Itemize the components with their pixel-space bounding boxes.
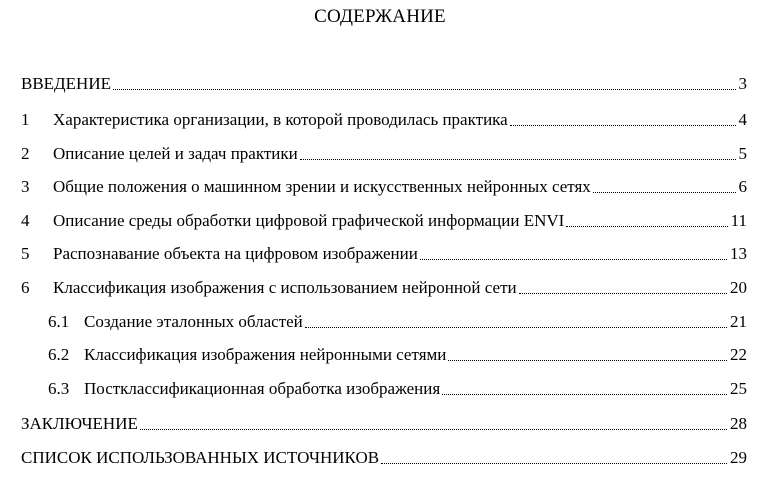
dot-leader	[420, 258, 727, 260]
toc-entry-page: 13	[730, 244, 747, 263]
dot-leader	[381, 462, 727, 464]
toc-entry-text: ЗАКЛЮЧЕНИЕ	[21, 414, 138, 433]
toc-entry[interactable]	[21, 143, 747, 165]
toc-entry[interactable]	[21, 413, 747, 435]
toc-entry-text: Описание целей и задач практики	[53, 144, 298, 163]
toc-entry-page: 28	[730, 414, 747, 433]
toc-entry-text: Классификация изображения с использованием нейронной сети	[53, 278, 517, 297]
toc-entry-text: Распознавание объекта на цифровом изображении	[53, 244, 418, 263]
toc-entry-text: СПИСОК ИСПОЛЬЗОВАННЫХ ИСТОЧНИКОВ	[21, 448, 380, 467]
dot-leader	[448, 359, 727, 361]
dot-leader	[305, 326, 727, 328]
toc-entry-number: 2	[21, 144, 30, 163]
toc-entry-page: 21	[730, 312, 747, 331]
toc-entry-number: 1	[21, 110, 30, 129]
toc-entry-page: 25	[730, 379, 747, 398]
toc-subentry[interactable]	[48, 311, 747, 333]
toc-entry-page: 6	[738, 177, 747, 196]
toc-entry[interactable]	[21, 243, 747, 265]
toc-entry-number: 6.1	[48, 312, 70, 331]
toc-entry-text: Создание эталонных областей	[84, 312, 303, 331]
toc-entry-page: 3	[738, 74, 747, 93]
dot-leader	[442, 393, 727, 395]
toc-entry-page: 5	[738, 144, 747, 163]
dot-leader	[300, 158, 736, 160]
toc-entry[interactable]	[21, 176, 747, 198]
toc-entry-page: 20	[730, 278, 747, 297]
toc-entry-number: 4	[21, 211, 30, 230]
toc-subentry[interactable]	[48, 378, 747, 400]
toc-entry-number: 6.2	[48, 345, 70, 364]
toc-entry-text: Постклассификационная обработка изображения	[84, 379, 441, 398]
toc-entry-number: 6.3	[48, 379, 70, 398]
toc-entry[interactable]	[21, 73, 747, 95]
dot-leader	[113, 88, 736, 90]
toc-entry-number: 5	[21, 244, 30, 263]
toc-entry-page: 29	[730, 448, 747, 467]
toc-entry[interactable]	[21, 109, 747, 131]
dot-leader	[510, 124, 736, 126]
toc-title: СОДЕРЖАНИЕ	[314, 6, 446, 27]
toc-entry-page: 4	[738, 110, 747, 129]
toc-entry-text: Общие положения о машинном зрении и искусственных нейронных сетях	[53, 177, 591, 196]
toc-entry[interactable]	[21, 447, 747, 469]
toc-entry-text: Характеристика организации, в которой проводилась практика	[53, 110, 508, 129]
toc-subentry[interactable]	[48, 344, 747, 366]
dot-leader	[566, 225, 727, 227]
toc-entry-text: Описание среды обработки цифровой графической информации ENVI	[53, 211, 565, 230]
toc-entry-number: 6	[21, 278, 30, 297]
toc-entry-page: 22	[730, 345, 747, 364]
toc-entry-page: 11	[730, 211, 747, 230]
toc-entry[interactable]	[21, 210, 747, 232]
dot-leader	[593, 191, 736, 193]
dot-leader	[140, 428, 727, 430]
toc-entry-text: Классификация изображения нейронными сетями	[84, 345, 447, 364]
dot-leader	[519, 292, 727, 294]
toc-entry-text: ВВЕДЕНИЕ	[21, 74, 111, 93]
toc-entry-number: 3	[21, 177, 30, 196]
toc-entry[interactable]	[21, 277, 747, 299]
